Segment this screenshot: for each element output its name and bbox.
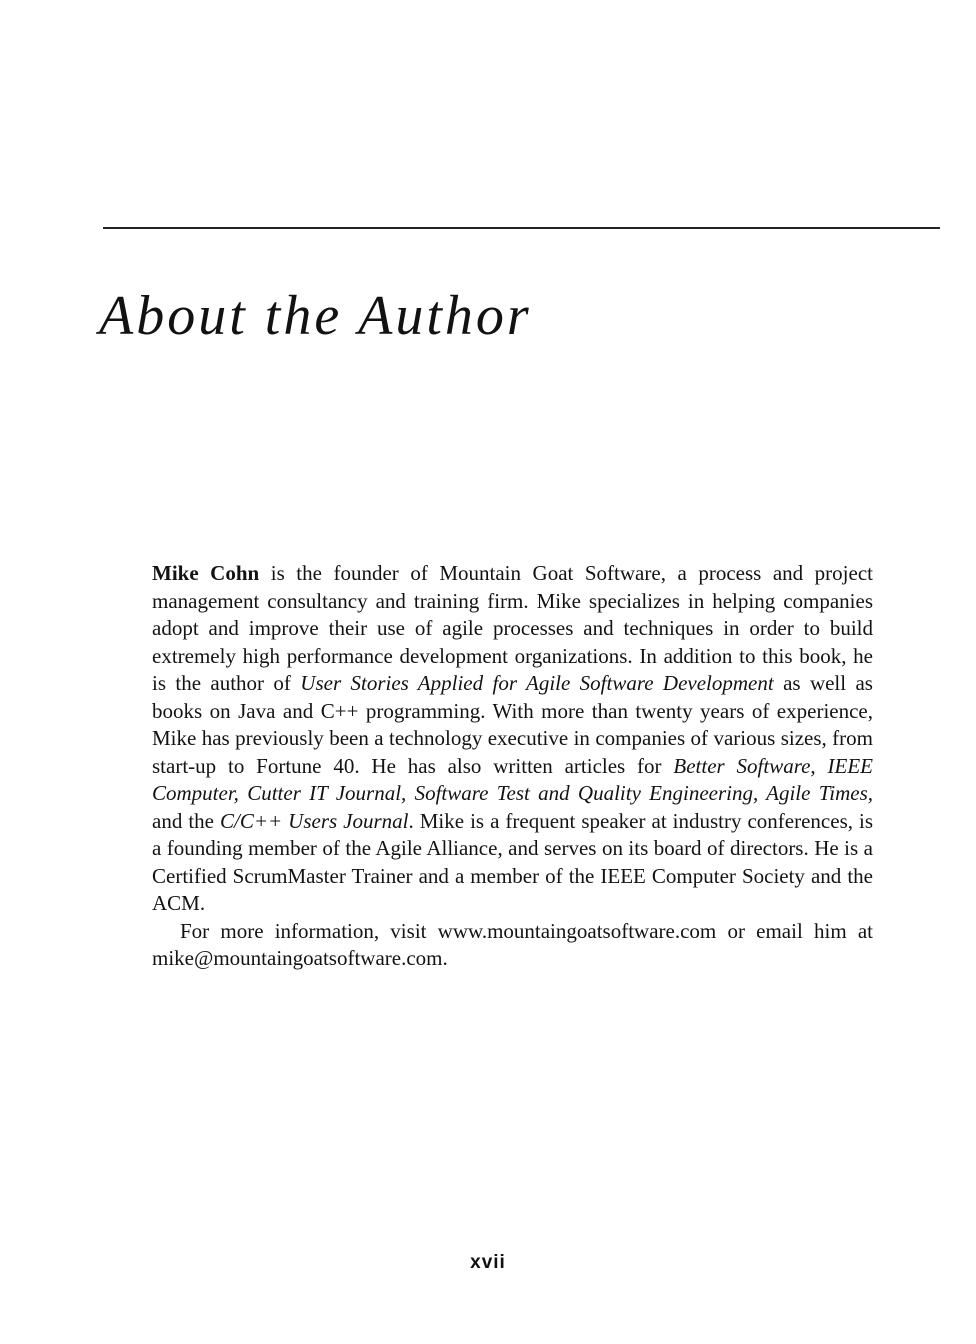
bio-text-run: and the <box>152 808 220 833</box>
journal-title-italic: C/C++ Users Journal <box>219 808 409 833</box>
chapter-title: About the Author <box>99 284 532 347</box>
body-text-block <box>152 560 873 973</box>
chapter-opener-rule <box>103 227 940 229</box>
bio-text-run: is the founder of Mountain Goat Software, a process and project management consultancy and training firm. Mike specializes in helping companies adopt and improve their use of agile processes and techniques in order to build extremely high performance development organizations. In addition to this book, he is the author of <box>152 561 873 695</box>
bio-text-run: as well as books on Java and C++ programming. With more than twenty years of experience, Mike has previously been a technology executive in companies of various sizes, from start-up to Fortune 40. He has also written articles for <box>152 671 873 778</box>
bio-text-run: . Mike is a frequent speaker at industry conferences, is a founding member of the Agile Alliance, and serves on its board of directors. He is a Certified ScrumMaster Trainer and a member of the IEEE Computer Society and the ACM. <box>152 808 873 915</box>
book-title-user-stories: User Stories Applied for Agile Software Development <box>300 671 774 695</box>
page-number: xvii <box>470 1252 506 1273</box>
contact-text-run: For more information, visit www.mountaingoatsoftware.com or email him at mike@mountaingoatsoftware.com. <box>152 918 873 970</box>
author-bio-paragraph <box>152 560 873 918</box>
author-name-bold: Mike Cohn <box>152 561 260 585</box>
contact-info-paragraph <box>152 918 873 973</box>
publication-titles-italic: Better Software, IEEE Computer, Cutter IT Journal, Software Test and Quality Engineering, Agile Times, <box>152 753 873 805</box>
